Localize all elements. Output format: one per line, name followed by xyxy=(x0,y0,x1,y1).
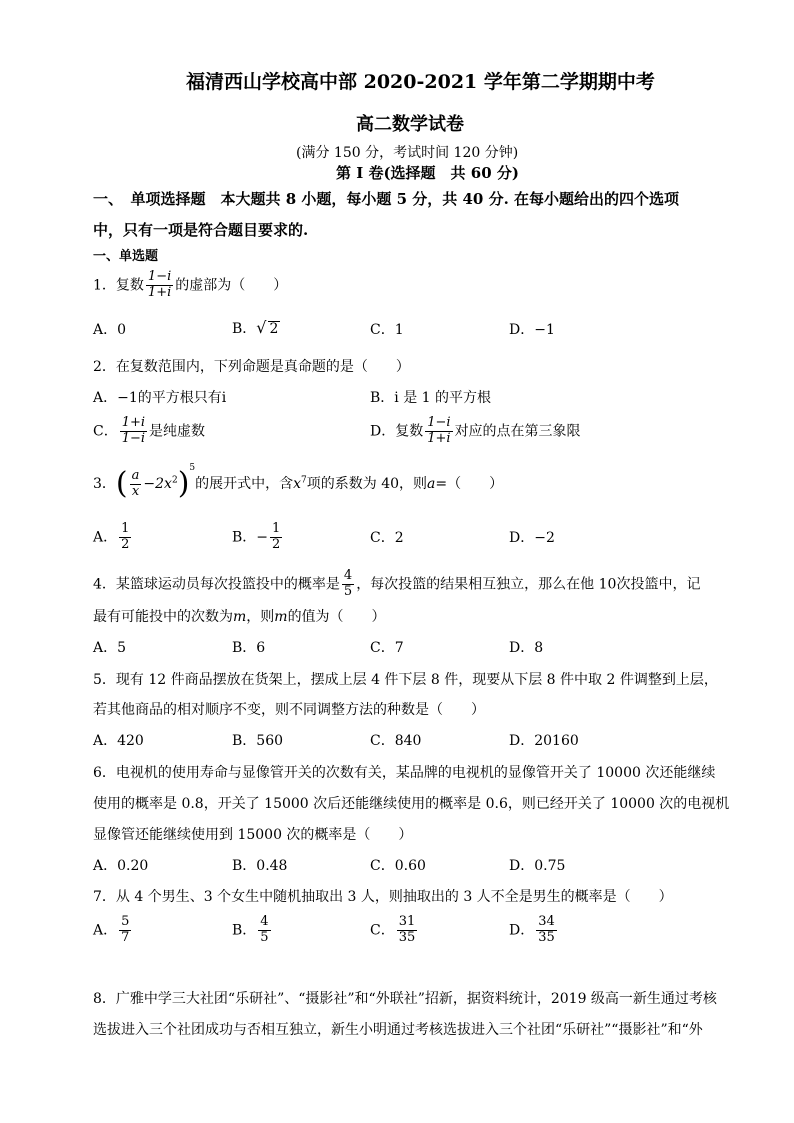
q7-option-a-label: A． xyxy=(93,922,118,939)
q7-option-c xyxy=(370,915,419,946)
q2-option-d-fraction xyxy=(425,416,452,447)
sqrt-icon: √ xyxy=(256,318,267,337)
left-paren-icon: ( xyxy=(115,466,128,501)
question-1-stem xyxy=(93,270,287,301)
q5-option-b: B．560 xyxy=(232,733,284,749)
q3-expr-term: −2x xyxy=(143,476,172,492)
q7-a-denominator: 7 xyxy=(121,929,130,945)
q3-exponent-7: 7 xyxy=(301,475,307,486)
q2-option-d-label: D．复数 xyxy=(370,423,424,440)
q4-m-variable: m xyxy=(233,609,247,625)
q2-option-b: B．i 是 1 的平方根 xyxy=(370,390,492,406)
q4-denominator: 5 xyxy=(343,583,353,599)
q3-text-2: 项的系数为 40，则 xyxy=(306,476,428,492)
q3-text-3: =（ ） xyxy=(435,476,504,492)
q1-prefix: 1．复数 xyxy=(93,277,144,294)
q4-fraction xyxy=(342,569,354,600)
q2-option-c-label: C． xyxy=(93,423,118,440)
q6-option-b: B．0.48 xyxy=(232,858,288,874)
q3-expr-fraction xyxy=(130,469,142,500)
q1-fraction-denominator: 1+i xyxy=(147,284,172,300)
right-paren-icon: ) xyxy=(177,466,190,501)
question-8-line2: 选拔进入三个社团成功与否相互独立，新生小明通过考核选拔进入三个社团“乐研社”“摄影社”和“外 xyxy=(93,1022,703,1038)
q7-option-d xyxy=(509,915,559,946)
q3-x-variable: x xyxy=(293,476,302,492)
q3-option-b xyxy=(232,522,284,553)
q3-option-b-label: B．− xyxy=(232,529,269,546)
q4-option-d: D．8 xyxy=(509,640,544,656)
q1-option-b-label: B． xyxy=(232,321,257,337)
q2-option-d-text: 对应的点在第三象限 xyxy=(454,423,581,440)
exam-title: 福清西山学校高中部 2020-2021 学年第二学期期中考 xyxy=(186,71,655,93)
q3-option-a-label: A． xyxy=(93,529,118,546)
q6-option-d: D．0.75 xyxy=(509,858,566,874)
q5-option-a: A．420 xyxy=(93,733,144,749)
q3-text-1: 的展开式中，含 xyxy=(195,476,294,492)
q3-option-a xyxy=(93,522,133,553)
q1-option-d: D．−1 xyxy=(509,322,555,338)
q2-d-numerator: 1−i xyxy=(427,415,451,430)
q7-c-numerator: 31 xyxy=(398,914,416,929)
question-8-line1: 8．广雅中学三大社团“乐研社”、“摄影社”和“外联社”招新，据资料统计，2019 级高一新生通过考核 xyxy=(93,991,717,1007)
q3-exponent-2: 2 xyxy=(171,475,178,486)
q3-b-denominator: 2 xyxy=(272,536,281,552)
q3-a-variable: a xyxy=(427,476,436,492)
score-info: (满分 150 分，考试时间 120 分钟) xyxy=(296,145,519,161)
q6-option-c: C．0.60 xyxy=(370,858,426,874)
q4-option-c: C．7 xyxy=(370,640,404,656)
q2-option-a: A．−1的平方根只有i xyxy=(93,390,227,406)
q4-line2a: 最有可能投中的次数为 xyxy=(93,609,233,625)
q1-option-b-radicand: 2 xyxy=(269,321,279,337)
q7-b-numerator: 4 xyxy=(260,914,269,929)
q4-m-variable-2: m xyxy=(274,609,288,625)
q7-option-d-label: D． xyxy=(509,922,535,939)
question-7-stem: 7．从 4 个男生、3 个女生中随机抽取出 3 人，则抽取出的 3 人不全是男生的概率是（ ） xyxy=(93,889,673,905)
q2-option-d xyxy=(370,416,581,447)
q4-numerator: 4 xyxy=(343,568,353,583)
q7-option-b xyxy=(232,915,273,946)
q3-exponent-5: 5 xyxy=(189,463,196,473)
q3-b-numerator: 1 xyxy=(272,521,281,536)
q7-option-d-fraction xyxy=(536,915,557,946)
question-6-line2: 使用的概率是 0.8，开关了 15000 次后还能继续使用的概率是 0.6，则已经开关了 10000 次的电视机 xyxy=(93,796,730,812)
q7-option-b-fraction xyxy=(258,915,270,946)
q3-expr-numerator: a xyxy=(131,467,140,483)
q2-option-c-text: 是纯虚数 xyxy=(149,423,206,440)
q4-post: ，每次投篮的结果相互独立，那么在他 10次投篮中，记 xyxy=(356,576,701,593)
question-6-line1: 6．电视机的使用寿命与显像管开关的次数有关，某品牌的电视机的显像管开关了 10000 次还能继续 xyxy=(93,765,716,781)
q7-d-numerator: 34 xyxy=(538,914,555,929)
q4-option-a: A．5 xyxy=(93,640,127,656)
q7-option-c-fraction xyxy=(397,915,418,946)
q4-line2c: 的值为（ ） xyxy=(287,609,386,625)
q7-option-b-label: B． xyxy=(232,922,257,939)
q1-option-c: C．1 xyxy=(370,322,404,338)
question-3-stem xyxy=(93,464,503,499)
question-2-stem: 2．在复数范围内，下列命题是真命题的是（ ） xyxy=(93,359,410,375)
q4-pre: 4．某篮球运动员每次投篮投中的概率是 xyxy=(93,576,340,593)
q3-option-d: D．−2 xyxy=(509,530,555,546)
section-heading: 一、单选题 xyxy=(93,249,159,264)
q1-fraction-numerator: 1−i xyxy=(147,269,172,284)
q3-a-numerator: 1 xyxy=(121,521,130,536)
q3-option-c: C．2 xyxy=(370,530,404,546)
q3-a-denominator: 2 xyxy=(121,536,130,552)
exam-subtitle: 高二数学试卷 xyxy=(356,114,464,135)
question-5-line2: 若其他商品的相对顺序不变，则不同调整方法的种数是（ ） xyxy=(93,702,485,718)
q2-option-c-fraction xyxy=(120,416,147,447)
q1-option-b xyxy=(232,320,280,336)
q7-option-a-fraction xyxy=(119,915,131,946)
q5-option-c: C．840 xyxy=(370,733,422,749)
q1-option-a: A．0 xyxy=(93,322,127,338)
section-instructions-line2: 中，只有一项是符合题目要求的. xyxy=(93,221,309,239)
q3-expr-denominator: x xyxy=(131,483,140,499)
q3-option-b-fraction xyxy=(270,522,282,553)
q3-label: 3． xyxy=(93,476,116,492)
question-5-line1: 5．现有 12 件商品摆放在货架上，摆成上层 4 件下层 8 件，现要从下层 8 件中取 2 件调整到上层， xyxy=(93,672,718,688)
q5-option-d: D．20160 xyxy=(509,733,579,749)
volume-heading: 第 I 卷(选择题 共 60 分) xyxy=(336,164,519,182)
q7-option-a xyxy=(93,915,133,946)
q7-d-denominator: 35 xyxy=(538,929,555,945)
q7-b-denominator: 5 xyxy=(260,929,269,945)
q4-option-b: B．6 xyxy=(232,640,266,656)
q6-option-a: A．0.20 xyxy=(93,858,149,874)
q2-c-denominator: 1−i xyxy=(121,430,146,446)
question-4-line2 xyxy=(93,610,386,624)
q3-option-a-fraction xyxy=(119,522,131,553)
q7-a-numerator: 5 xyxy=(121,914,130,929)
q1-fraction xyxy=(146,270,173,301)
q2-option-c xyxy=(93,416,205,447)
q7-c-denominator: 35 xyxy=(398,929,416,945)
q7-option-c-label: C． xyxy=(370,922,395,939)
q2-d-denominator: 1+i xyxy=(427,430,451,446)
question-4-line1 xyxy=(93,569,700,600)
q2-c-numerator: 1+i xyxy=(121,415,146,430)
question-6-line3: 显像管还能继续使用到 15000 次的概率是（ ） xyxy=(93,827,413,843)
q4-line2b: ，则 xyxy=(246,609,275,625)
q1-suffix: 的虚部为（ ） xyxy=(175,277,288,294)
section-instructions-line1: 一、 单项选择题 本大题共 8 小题，每小题 5 分，共 40 分. 在每小题给出的四个选项 xyxy=(93,190,680,208)
